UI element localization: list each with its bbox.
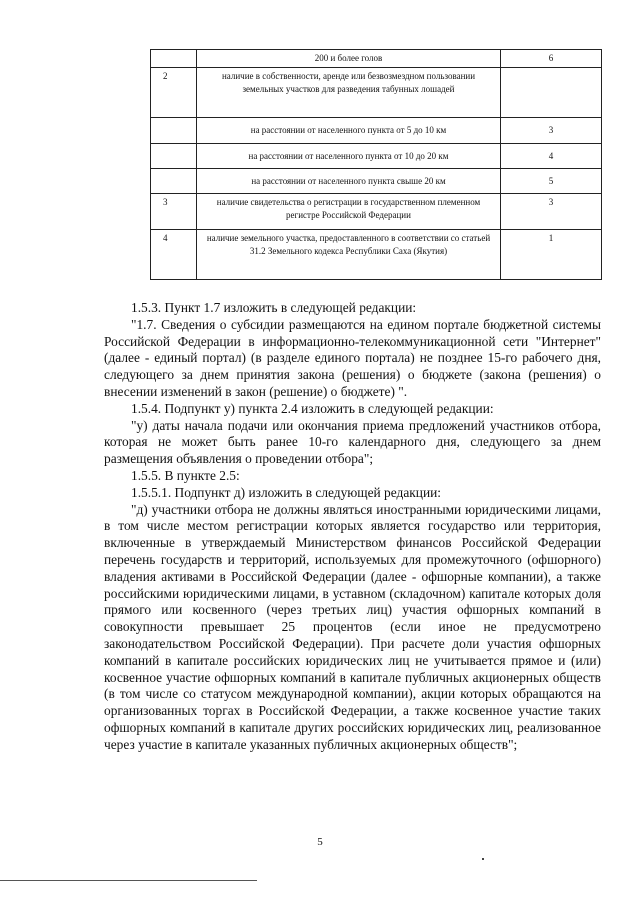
- paragraph-heading: 1.5.5.1. Подпункт д) изложить в следующей редакции:: [131, 484, 441, 500]
- row-score: 6: [501, 50, 602, 68]
- row-score: 1: [501, 230, 602, 280]
- paragraph-heading: 1.5.4. Подпункт у) пункта 2.4 изложить в следующей редакции:: [131, 400, 494, 416]
- row-description: наличие в собственности, аренде или безвозмездном пользовании земельных участков для разведения табунных лошадей: [197, 68, 501, 118]
- table-row: [151, 194, 602, 230]
- table-row: [151, 230, 602, 280]
- row-score: 5: [501, 169, 602, 194]
- paragraph-heading: 1.5.3. Пункт 1.7 изложить в следующей редакции:: [131, 300, 417, 315]
- paragraph: "1.7. Сведения о субсидии размещаются на едином портале бюджетной системы Российской Федерации в информационно-телекоммуникационной сети "Интернет" (далее - единый портал) (в разделе единого портала) не позднее 15-го рабочего дня, следующего за днем принятия закона (решения) о бюджете (закона (решения) о внесении изменений в закон (решение) о бюджете) ".: [104, 316, 601, 399]
- row-score: 3: [501, 194, 602, 230]
- row-score: [501, 68, 602, 118]
- table-row: [151, 50, 602, 68]
- row-description: на расстоянии от населенного пункта от 10 до 20 км: [197, 144, 501, 169]
- row-number: [151, 50, 197, 68]
- row-description: на расстоянии от населенного пункта от 5 до 10 км: [197, 118, 501, 144]
- row-number: 3: [151, 194, 197, 230]
- row-score: 4: [501, 144, 602, 169]
- row-number: 4: [151, 230, 197, 280]
- criteria-table: [150, 49, 602, 280]
- footer-rule: [0, 880, 257, 881]
- page-number: 5: [317, 836, 323, 848]
- table-row: [151, 144, 602, 169]
- row-number: 2: [151, 68, 197, 118]
- row-number: [151, 144, 197, 169]
- paragraph: "д) участники отбора не должны являться иностранными юридическими лицами, в том числе местом регистрации которых является государство или территория, включенные в утверждаемый Министерством финансов Российской Федерации перечень государств и территорий, используемых для промежуточного (офшорного) владения активами в Российской Федерации (далее - офшорные компании), а также российскими юридическими лицами, в уставном (складочном) капитале которых доля прямого или косвенного (через третьих лиц) участия офшорных компаний в совокупности превышает 25 процентов (если иное не предусмотрено законодательством Российской Федерации). При расчете доли участия офшорных компаний в капитале российских юридических лиц не учитывается прямое и (или) косвенное участие офшорных компаний в капитале публичных акционерных обществ (в том числе со статусом международной компании), акции которых обращаются на организованных торгах в Российской Федерации, а также косвенное участие таких офшорных компаний в капитале других российских юридических лиц, реализованное через участие в капитале указанных публичных акционерных обществ";: [104, 501, 601, 752]
- table-row: [151, 68, 602, 118]
- row-number: [151, 118, 197, 144]
- document-body: [104, 300, 601, 754]
- table-row: [151, 118, 602, 144]
- row-description: 200 и более голов: [197, 50, 501, 68]
- row-description: на расстоянии от населенного пункта свыше 20 км: [197, 169, 501, 194]
- paragraph-heading: 1.5.5. В пункте 2.5:: [131, 467, 240, 483]
- scan-speck: [482, 858, 484, 860]
- table-row: [151, 169, 602, 194]
- paragraph: "у) даты начала подачи или окончания приема предложений участников отбора, которая не может быть ранее 10-го календарного дня, следующего за днем размещения объявления о проведении отбора";: [104, 417, 601, 467]
- row-description: наличие земельного участка, предоставленного в соответствии со статьей 31.2 Земельного кодекса Республики Саха (Якутия): [197, 230, 501, 280]
- row-score: 3: [501, 118, 602, 144]
- row-description: наличие свидетельства о регистрации в государственном племенном регистре Российской Федерации: [197, 194, 501, 230]
- row-number: [151, 169, 197, 194]
